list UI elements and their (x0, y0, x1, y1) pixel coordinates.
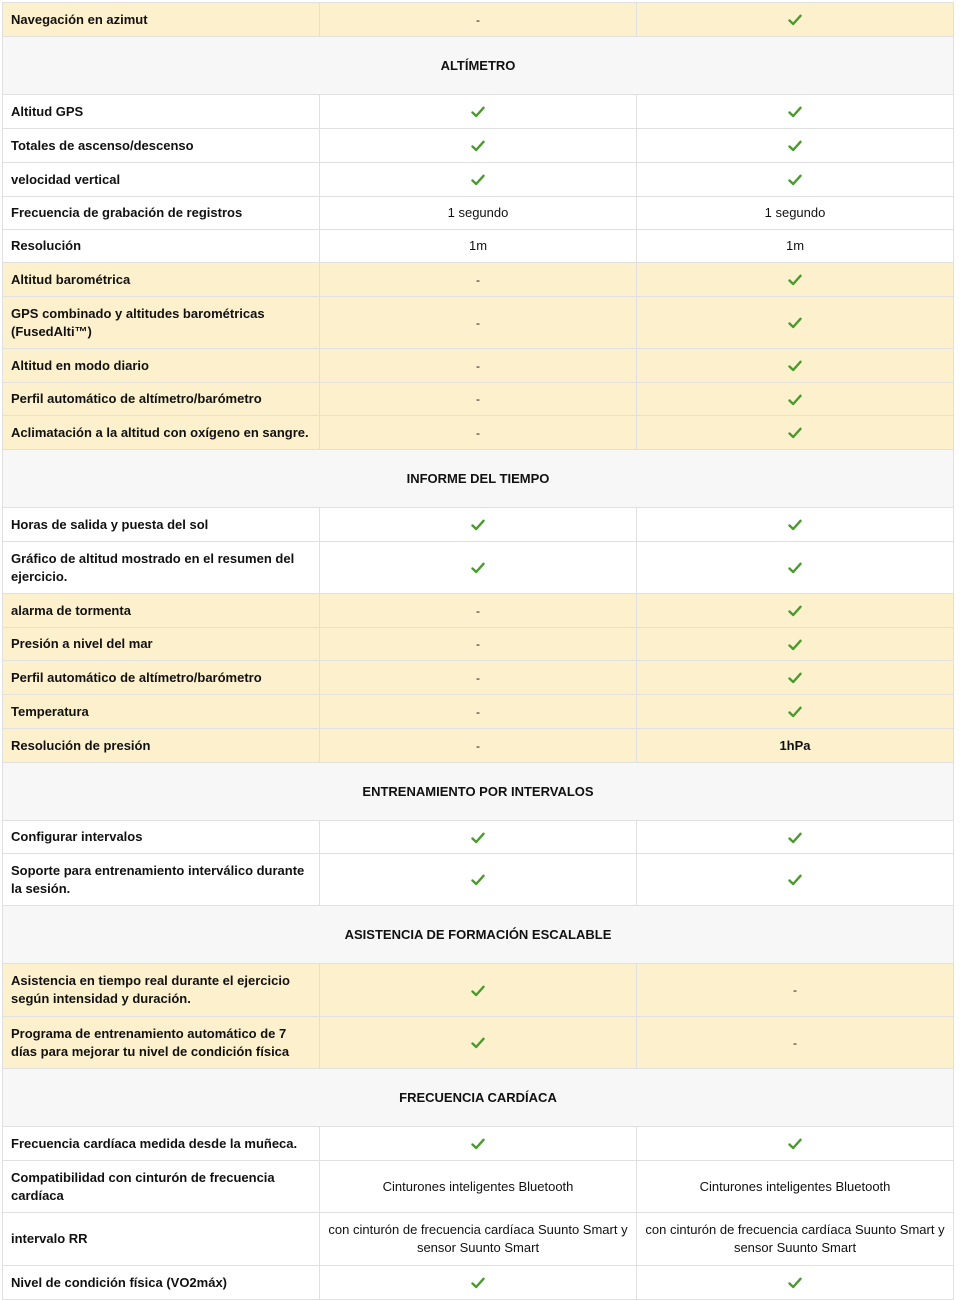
feature-label: Frecuencia cardíaca medida desde la muñeca. (3, 1127, 320, 1161)
not-available-dash: - (476, 358, 480, 373)
not-available-dash: - (476, 12, 480, 27)
checkmark-icon (471, 832, 485, 844)
feature-label: Altitud GPS (3, 95, 320, 129)
checkmark-icon (788, 394, 802, 406)
feature-label: Altitud en modo diario (3, 349, 320, 383)
not-available-dash: - (793, 1035, 797, 1050)
checkmark-icon (788, 1277, 802, 1289)
feature-label: Temperatura (3, 695, 320, 729)
feature-label: Altitud barométrica (3, 263, 320, 297)
value-col-2 (637, 1266, 954, 1300)
table-row (3, 542, 954, 594)
value-col-1 (320, 594, 637, 628)
not-available-dash: - (476, 637, 480, 651)
section-header-asistencia-de-formacion-escalable (3, 906, 954, 964)
feature-label: Totales de ascenso/descenso (3, 129, 320, 163)
value-text: 1 segundo (764, 205, 826, 220)
checkmark-icon (471, 1037, 485, 1049)
value-col-1 (320, 95, 637, 129)
feature-label: Nivel de condición física (VO2máx) (3, 1266, 320, 1300)
table-row (3, 508, 954, 542)
table-row (3, 383, 954, 416)
table-body (3, 3, 954, 1300)
checkmark-icon (471, 562, 485, 574)
value-col-2 (637, 230, 954, 263)
table-row (3, 1161, 954, 1213)
table-row (3, 297, 954, 349)
table-row (3, 95, 954, 129)
not-available-dash: - (793, 983, 797, 997)
value-text: Cinturones inteligentes Bluetooth (699, 1178, 891, 1194)
feature-label: velocidad vertical (3, 163, 320, 197)
value-col-1 (320, 416, 637, 450)
checkmark-icon (788, 639, 802, 651)
checkmark-icon (471, 519, 485, 531)
section-title: INFORME DEL TIEMPO (3, 450, 954, 508)
feature-label: Perfil automático de altímetro/barómetro (3, 661, 320, 695)
table-row (3, 964, 954, 1017)
checkmark-icon (471, 140, 485, 152)
not-available-dash: - (476, 392, 480, 406)
feature-label: Soporte para entrenamiento interválico durante la sesión. (3, 854, 320, 906)
value-col-2 (637, 297, 954, 349)
checkmark-icon (471, 874, 485, 886)
table-row (3, 349, 954, 383)
feature-label: intervalo RR (3, 1213, 320, 1266)
not-available-dash: - (476, 603, 480, 618)
value-col-1 (320, 508, 637, 542)
checkmark-icon (471, 1138, 485, 1150)
feature-label: Frecuencia de grabación de registros (3, 197, 320, 230)
feature-label: Horas de salida y puesta del sol (3, 508, 320, 542)
checkmark-icon (788, 874, 802, 886)
value-col-2 (637, 1213, 954, 1266)
feature-label: Gráfico de altitud mostrado en el resumen del ejercicio. (3, 542, 320, 594)
value-col-1 (320, 964, 637, 1017)
value-col-2 (637, 3, 954, 37)
value-col-1 (320, 1213, 637, 1266)
not-available-dash: - (476, 425, 480, 440)
checkmark-icon (471, 174, 485, 186)
checkmark-icon (788, 274, 802, 286)
value-col-2 (637, 729, 954, 763)
section-title: ENTRENAMIENTO POR INTERVALOS (3, 763, 954, 821)
not-available-dash: - (476, 738, 480, 753)
value-col-2 (637, 628, 954, 661)
value-col-1 (320, 661, 637, 695)
table-row (3, 821, 954, 854)
value-col-2 (637, 163, 954, 197)
table-row (3, 3, 954, 37)
value-col-1 (320, 197, 637, 230)
value-col-2 (637, 661, 954, 695)
value-col-1 (320, 297, 637, 349)
feature-comparison-table (2, 2, 954, 1300)
checkmark-icon (788, 174, 802, 186)
checkmark-icon (788, 562, 802, 574)
table-row (3, 230, 954, 263)
section-header-entrenamiento-por-intervalos (3, 763, 954, 821)
value-text: 1m (785, 238, 805, 253)
checkmark-icon (788, 360, 802, 372)
value-col-1 (320, 695, 637, 729)
not-available-dash: - (476, 670, 480, 685)
checkmark-icon (788, 672, 802, 684)
value-col-2 (637, 1161, 954, 1213)
value-col-2 (637, 349, 954, 383)
checkmark-icon (788, 519, 802, 531)
feature-label: Configurar intervalos (3, 821, 320, 854)
checkmark-icon (471, 106, 485, 118)
value-col-2 (637, 854, 954, 906)
feature-label: GPS combinado y altitudes barométricas (FusedAlti™) (3, 297, 320, 349)
value-col-2 (637, 129, 954, 163)
table-row (3, 263, 954, 297)
table-row (3, 594, 954, 628)
value-col-2 (637, 821, 954, 854)
value-text: con cinturón de frecuencia cardíaca Suunto Smart y sensor Suunto Smart (645, 1222, 945, 1255)
feature-label: Programa de entrenamiento automático de 7 días para mejorar tu nivel de condición física (3, 1017, 320, 1069)
table-row (3, 628, 954, 661)
table-row (3, 416, 954, 450)
value-col-2 (637, 508, 954, 542)
feature-label: Resolución de presión (3, 729, 320, 763)
checkmark-icon (788, 1138, 802, 1150)
value-col-2 (637, 263, 954, 297)
table-row (3, 729, 954, 763)
checkmark-icon (471, 1277, 485, 1289)
checkmark-icon (788, 605, 802, 617)
table-row (3, 854, 954, 906)
checkmark-icon (788, 832, 802, 844)
table-row (3, 1127, 954, 1161)
value-col-2 (637, 95, 954, 129)
checkmark-icon (788, 140, 802, 152)
checkmark-icon (788, 317, 802, 329)
value-col-1 (320, 3, 637, 37)
section-title: ASISTENCIA DE FORMACIÓN ESCALABLE (3, 906, 954, 964)
feature-label: Navegación en azimut (3, 3, 320, 37)
feature-label: Perfil automático de altímetro/barómetro (3, 383, 320, 416)
feature-label: alarma de tormenta (3, 594, 320, 628)
checkmark-icon (788, 706, 802, 718)
not-available-dash: - (476, 315, 480, 330)
value-col-1 (320, 263, 637, 297)
value-col-2 (637, 695, 954, 729)
value-col-1 (320, 1266, 637, 1300)
checkmark-icon (471, 985, 485, 997)
table-row (3, 1213, 954, 1266)
value-col-2 (637, 197, 954, 230)
table-row (3, 661, 954, 695)
value-col-1 (320, 163, 637, 197)
value-col-1 (320, 854, 637, 906)
section-title: FRECUENCIA CARDÍACA (3, 1069, 954, 1127)
value-col-1 (320, 729, 637, 763)
table-row (3, 197, 954, 230)
value-col-2 (637, 416, 954, 450)
feature-label: Resolución (3, 230, 320, 263)
not-available-dash: - (476, 704, 480, 719)
value-text: Cinturones inteligentes Bluetooth (382, 1178, 574, 1194)
value-col-2 (637, 1127, 954, 1161)
table-row (3, 1266, 954, 1300)
value-text: 1m (468, 238, 488, 253)
value-col-1 (320, 821, 637, 854)
value-col-1 (320, 1127, 637, 1161)
section-header-informe-del-tiempo (3, 450, 954, 508)
value-col-1 (320, 1017, 637, 1069)
value-col-2 (637, 383, 954, 416)
value-text: 1hPa (779, 737, 811, 753)
feature-label: Presión a nivel del mar (3, 628, 320, 661)
table-row (3, 1017, 954, 1069)
value-col-2 (637, 594, 954, 628)
feature-label: Compatibilidad con cinturón de frecuencia cardíaca (3, 1161, 320, 1213)
checkmark-icon (788, 14, 802, 26)
value-text: con cinturón de frecuencia cardíaca Suunto Smart y sensor Suunto Smart (328, 1222, 628, 1255)
value-col-1 (320, 628, 637, 661)
feature-label: Asistencia en tiempo real durante el ejercicio según intensidad y duración. (3, 964, 320, 1017)
value-col-1 (320, 1161, 637, 1213)
not-available-dash: - (476, 272, 480, 287)
section-title: ALTÍMETRO (3, 37, 954, 95)
checkmark-icon (788, 427, 802, 439)
checkmark-icon (788, 106, 802, 118)
value-text: 1 segundo (447, 205, 509, 220)
value-col-2 (637, 964, 954, 1017)
value-col-1 (320, 542, 637, 594)
value-col-1 (320, 129, 637, 163)
table-row (3, 129, 954, 163)
section-header-frecuencia-cardiaca (3, 1069, 954, 1127)
section-header-altimetro (3, 37, 954, 95)
value-col-2 (637, 1017, 954, 1069)
feature-label: Aclimatación a la altitud con oxígeno en sangre. (3, 416, 320, 450)
value-col-2 (637, 542, 954, 594)
value-col-1 (320, 349, 637, 383)
table-row (3, 163, 954, 197)
table-row (3, 695, 954, 729)
value-col-1 (320, 383, 637, 416)
value-col-1 (320, 230, 637, 263)
